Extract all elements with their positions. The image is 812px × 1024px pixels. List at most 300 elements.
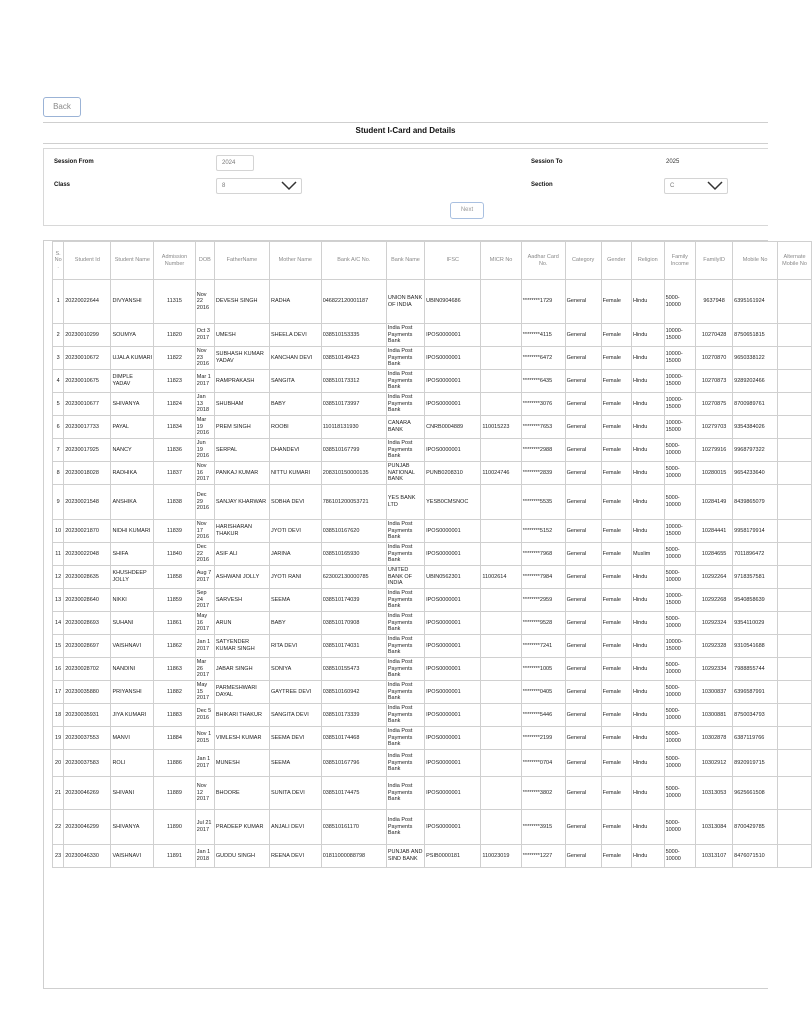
table-cell (778, 845, 812, 868)
table-cell: Female (601, 681, 631, 704)
table-cell: SEEMA (269, 589, 321, 612)
table-cell: NANCY (111, 439, 154, 462)
table-cell: General (565, 347, 601, 370)
table-cell: 23 (53, 845, 64, 868)
table-cell: Female (601, 280, 631, 324)
table-cell (778, 635, 812, 658)
table-cell: ********7984 (521, 566, 565, 589)
column-header: Student Id (64, 242, 111, 280)
table-row[interactable] (53, 635, 812, 658)
table-cell: DEVESH SINGH (214, 280, 269, 324)
table-cell: Jan 1 2018 (195, 845, 214, 868)
table-cell: Female (601, 704, 631, 727)
table-cell: 10302878 (696, 727, 733, 750)
table-cell: UMESH (214, 324, 269, 347)
table-cell: 5000-10000 (664, 810, 695, 845)
table-cell: 11862 (154, 635, 196, 658)
table-cell: 20230037583 (64, 750, 111, 777)
table-cell: IPOS0000001 (425, 750, 481, 777)
table-cell (778, 589, 812, 612)
table-row[interactable] (53, 347, 812, 370)
table-cell: 11891 (154, 845, 196, 868)
table-cell: 5000-10000 (664, 658, 695, 681)
table-cell: 5 (53, 393, 64, 416)
table-cell: BABY (269, 612, 321, 635)
table-cell: 5000-10000 (664, 612, 695, 635)
table-cell: 9 (53, 485, 64, 520)
table-cell: General (565, 681, 601, 704)
column-header: Gender (601, 242, 631, 280)
table-cell: 20230017733 (64, 416, 111, 439)
table-cell: Female (601, 370, 631, 393)
table-cell (481, 704, 521, 727)
table-cell: 110015223 (481, 416, 521, 439)
table-cell: 11858 (154, 566, 196, 589)
table-row[interactable] (53, 681, 812, 704)
table-cell: SHIVANYA (111, 810, 154, 845)
class-label: Class (54, 182, 71, 188)
table-cell: Sep 24 2017 (195, 589, 214, 612)
table-cell (481, 324, 521, 347)
table-cell: UBIN0904686 (425, 280, 481, 324)
table-cell: 16 (53, 658, 64, 681)
table-cell: 10292264 (696, 566, 733, 589)
table-cell: 10313107 (696, 845, 733, 868)
section-label: Section (531, 182, 553, 188)
table-cell: Dec 5 2016 (195, 704, 214, 727)
table-cell: Jan 1 2017 (195, 750, 214, 777)
table-header-row (53, 242, 812, 280)
table-cell (778, 439, 812, 462)
table-cell: 10000-15000 (664, 635, 695, 658)
table-cell: 17 (53, 681, 64, 704)
next-button[interactable]: Next (450, 202, 484, 219)
table-cell: IPOS0000001 (425, 777, 481, 810)
table-cell: 038510174475 (321, 777, 386, 810)
table-cell: 6396587991 (733, 681, 778, 704)
table-cell: Hindu (631, 589, 664, 612)
table-cell: ********6472 (521, 347, 565, 370)
table-cell: India Post Payments Bank (386, 347, 424, 370)
table-row[interactable] (53, 416, 812, 439)
table-cell: 5000-10000 (664, 750, 695, 777)
table-cell: ********2959 (521, 589, 565, 612)
table-cell: 9654233640 (733, 462, 778, 485)
table-cell: 10270875 (696, 393, 733, 416)
table-cell: Nov 22 2016 (195, 280, 214, 324)
table-cell: Jul 21 2017 (195, 810, 214, 845)
table-cell: 9637948 (696, 280, 733, 324)
table-cell: 10000-15000 (664, 393, 695, 416)
table-cell: 8476071510 (733, 845, 778, 868)
table-cell: General (565, 393, 601, 416)
column-header: Admission Number (154, 242, 196, 280)
table-row[interactable] (53, 324, 812, 347)
table-cell: General (565, 777, 601, 810)
table-cell: 20230021870 (64, 520, 111, 543)
table-cell: 7011896472 (733, 543, 778, 566)
table-cell: REENA DEVI (269, 845, 321, 868)
table-cell: General (565, 416, 601, 439)
table-row[interactable] (53, 750, 812, 777)
session-to-label: Session To (531, 159, 563, 165)
table-cell: General (565, 727, 601, 750)
table-cell: 786101200053721 (321, 485, 386, 520)
table-cell: Female (601, 520, 631, 543)
table-row[interactable] (53, 704, 812, 727)
table-cell: 10280015 (696, 462, 733, 485)
table-cell: SEEMA (269, 750, 321, 777)
table-cell: ********2988 (521, 439, 565, 462)
table-row[interactable] (53, 462, 812, 485)
table-cell: 10302912 (696, 750, 733, 777)
section-select[interactable] (664, 178, 728, 194)
table-cell: 110023019 (481, 845, 521, 868)
table-cell: 8 (53, 462, 64, 485)
table-cell (778, 727, 812, 750)
table-cell: Hindu (631, 520, 664, 543)
table-cell: General (565, 485, 601, 520)
table-cell: UNITED BANK OF INDIA (386, 566, 424, 589)
table-cell: Hindu (631, 727, 664, 750)
table-cell (778, 280, 812, 324)
column-header: Mother Name (269, 242, 321, 280)
table-cell: ********1729 (521, 280, 565, 324)
column-header: IFSC (425, 242, 481, 280)
table-cell: Hindu (631, 280, 664, 324)
table-cell: Hindu (631, 416, 664, 439)
table-cell: 5000-10000 (664, 439, 695, 462)
table-cell: Hindu (631, 635, 664, 658)
table-cell: 20230018028 (64, 462, 111, 485)
student-table (52, 241, 812, 868)
table-cell: JYOTI RANI (269, 566, 321, 589)
table-cell: Hindu (631, 485, 664, 520)
table-cell: 11883 (154, 704, 196, 727)
table-cell: SANGITA DEVI (269, 704, 321, 727)
table-cell: May 15 2017 (195, 681, 214, 704)
table-cell: Jan 1 2017 (195, 635, 214, 658)
table-cell: 11863 (154, 658, 196, 681)
table-cell: Female (601, 462, 631, 485)
table-cell: 038510165930 (321, 543, 386, 566)
table-cell: Female (601, 727, 631, 750)
table-cell: 20230035880 (64, 681, 111, 704)
table-cell: 10292268 (696, 589, 733, 612)
table-cell: Dec 22 2016 (195, 543, 214, 566)
table-cell: 7 (53, 439, 64, 462)
table-cell: 5000-10000 (664, 681, 695, 704)
table-cell: SERPAL (214, 439, 269, 462)
table-cell: PRADEEP KUMAR (214, 810, 269, 845)
table-cell: JARINA (269, 543, 321, 566)
table-cell: SARVESH (214, 589, 269, 612)
table-cell: 11889 (154, 777, 196, 810)
table-cell: ASIF ALI (214, 543, 269, 566)
class-row (44, 176, 769, 198)
table-cell: 11859 (154, 589, 196, 612)
table-cell (778, 416, 812, 439)
filter-form (43, 148, 768, 226)
table-cell: 11884 (154, 727, 196, 750)
table-cell: NANDINI (111, 658, 154, 681)
table-cell: IPOS0000001 (425, 347, 481, 370)
table-cell: 20230046269 (64, 777, 111, 810)
table-cell: 8750034793 (733, 704, 778, 727)
table-cell: JABAR SINGH (214, 658, 269, 681)
table-cell: 11823 (154, 370, 196, 393)
table-cell: JIYA KUMARI (111, 704, 154, 727)
table-cell: India Post Payments Bank (386, 520, 424, 543)
table-cell: ********5152 (521, 520, 565, 543)
table-row[interactable] (53, 280, 812, 324)
table-cell: 10300881 (696, 704, 733, 727)
table-cell: 20230046299 (64, 810, 111, 845)
table-row[interactable] (53, 612, 812, 635)
table-cell: India Post Payments Bank (386, 727, 424, 750)
table-cell: KANCHAN DEVI (269, 347, 321, 370)
table-cell: IPOS0000001 (425, 635, 481, 658)
table-cell: 038510167620 (321, 520, 386, 543)
table-cell: RADHIKA (111, 462, 154, 485)
table-cell: 20230022048 (64, 543, 111, 566)
column-header: FatherName (214, 242, 269, 280)
column-header: FamilyID (696, 242, 733, 280)
table-cell: 10284655 (696, 543, 733, 566)
table-cell: Female (601, 393, 631, 416)
table-cell: 20230028697 (64, 635, 111, 658)
table-cell: ********0704 (521, 750, 565, 777)
table-cell (778, 612, 812, 635)
table-cell (778, 393, 812, 416)
table-cell (481, 280, 521, 324)
table-cell: SUNITA DEVI (269, 777, 321, 810)
table-cell: 6387119766 (733, 727, 778, 750)
table-cell: 038510173312 (321, 370, 386, 393)
table-row[interactable] (53, 658, 812, 681)
table-cell (481, 727, 521, 750)
table-cell: 19 (53, 727, 64, 750)
column-header: Family Income (664, 242, 695, 280)
table-cell: CNRB0004889 (425, 416, 481, 439)
column-header: Category (565, 242, 601, 280)
table-cell (778, 704, 812, 727)
table-cell: 038510167796 (321, 750, 386, 777)
table-cell: Hindu (631, 704, 664, 727)
table-cell: 6395161924 (733, 280, 778, 324)
table-cell: SUHANI (111, 612, 154, 635)
table-cell: ********5535 (521, 485, 565, 520)
table-cell: 11840 (154, 543, 196, 566)
table-cell (481, 347, 521, 370)
table-cell: SANGITA (269, 370, 321, 393)
horizontal-scrollbar[interactable] (43, 988, 768, 989)
table-cell: SHIVANI (111, 777, 154, 810)
table-cell: 15 (53, 635, 64, 658)
table-cell (481, 681, 521, 704)
table-row[interactable] (53, 543, 812, 566)
table-cell: UJALA KUMARI (111, 347, 154, 370)
table-cell: 11890 (154, 810, 196, 845)
table-cell: 10000-15000 (664, 347, 695, 370)
table-cell: SATYENDER KUMAR SINGH (214, 635, 269, 658)
table-cell: 11837 (154, 462, 196, 485)
table-cell: 5000-10000 (664, 704, 695, 727)
table-cell: Female (601, 810, 631, 845)
table-cell: 9968797322 (733, 439, 778, 462)
table-cell: Female (601, 439, 631, 462)
table-cell: ANJALI DEVI (269, 810, 321, 845)
table-cell: 9540858639 (733, 589, 778, 612)
table-cell: 110024746 (481, 462, 521, 485)
class-select[interactable] (216, 178, 302, 194)
table-cell: 13 (53, 589, 64, 612)
page-title: Student I-Card and Details (355, 126, 456, 135)
table-cell: Nov 23 2016 (195, 347, 214, 370)
table-cell: SHEELA DEVI (269, 324, 321, 347)
table-cell: General (565, 612, 601, 635)
back-button[interactable]: Back (43, 97, 81, 117)
table-cell: 10292328 (696, 635, 733, 658)
table-row[interactable] (53, 566, 812, 589)
table-cell: DIMPLE YADAV (111, 370, 154, 393)
table-cell: 9718357581 (733, 566, 778, 589)
divider (43, 122, 768, 123)
table-cell: 10279916 (696, 439, 733, 462)
table-row[interactable] (53, 810, 812, 845)
table-cell (778, 520, 812, 543)
table-cell: DHANDEVI (269, 439, 321, 462)
table-cell: 10284441 (696, 520, 733, 543)
table-cell: 10300837 (696, 681, 733, 704)
table-cell (481, 543, 521, 566)
table-cell (778, 543, 812, 566)
table-row[interactable] (53, 845, 812, 868)
table-cell: 20230010677 (64, 393, 111, 416)
table-row[interactable] (53, 727, 812, 750)
divider (43, 143, 768, 144)
table-cell: 11822 (154, 347, 196, 370)
table-cell: ********1005 (521, 658, 565, 681)
table-cell: RADHA (269, 280, 321, 324)
table-cell: IPOS0000001 (425, 324, 481, 347)
table-cell: ANSHIKA (111, 485, 154, 520)
table-cell: 5000-10000 (664, 280, 695, 324)
session-from-input[interactable]: 2024 (216, 155, 254, 171)
table-cell: 20230035931 (64, 704, 111, 727)
table-cell: JYOTI DEVI (269, 520, 321, 543)
table-cell: Female (601, 658, 631, 681)
table-cell: 11315 (154, 280, 196, 324)
table-cell: 5000-10000 (664, 727, 695, 750)
table-cell: 20230028702 (64, 658, 111, 681)
table-cell: Hindu (631, 658, 664, 681)
table-cell: 20230010675 (64, 370, 111, 393)
table-cell: Female (601, 543, 631, 566)
table-row[interactable] (53, 370, 812, 393)
table-cell: PARMESHWARI DAYAL (214, 681, 269, 704)
column-header: S. No. (53, 242, 64, 280)
table-cell: SONIYA (269, 658, 321, 681)
table-cell: India Post Payments Bank (386, 658, 424, 681)
table-cell (778, 324, 812, 347)
table-cell: 20230021548 (64, 485, 111, 520)
table-cell: Female (601, 612, 631, 635)
table-cell: 10279703 (696, 416, 733, 439)
table-cell: Jan 13 2018 (195, 393, 214, 416)
table-row[interactable] (53, 520, 812, 543)
table-cell: 12 (53, 566, 64, 589)
table-cell: RITA DEVI (269, 635, 321, 658)
chevron-down-icon (281, 181, 297, 191)
table-cell: 038510173997 (321, 393, 386, 416)
table-cell: 9354384026 (733, 416, 778, 439)
table-cell: 20230028693 (64, 612, 111, 635)
table-row[interactable] (53, 777, 812, 810)
table-cell: 8750651815 (733, 324, 778, 347)
table-cell: ********6435 (521, 370, 565, 393)
table-cell: 5000-10000 (664, 462, 695, 485)
table-cell: General (565, 845, 601, 868)
table-cell: IPOS0000001 (425, 543, 481, 566)
table-cell: IPOS0000001 (425, 681, 481, 704)
table-cell: General (565, 704, 601, 727)
table-cell (481, 750, 521, 777)
table-row[interactable] (53, 589, 812, 612)
table-cell: SOBHA DEVI (269, 485, 321, 520)
table-cell: Hindu (631, 750, 664, 777)
table-cell: 11 (53, 543, 64, 566)
student-table-container[interactable] (43, 240, 807, 988)
table-row[interactable] (53, 485, 812, 520)
table-row[interactable] (53, 439, 812, 462)
table-cell: 10313084 (696, 810, 733, 845)
table-cell: 10270428 (696, 324, 733, 347)
table-cell: Hindu (631, 347, 664, 370)
table-cell: GUDDU SINGH (214, 845, 269, 868)
table-cell: IPOS0000001 (425, 612, 481, 635)
table-cell: 11839 (154, 520, 196, 543)
table-cell: 11002614 (481, 566, 521, 589)
table-cell: 21 (53, 777, 64, 810)
table-cell: ROLI (111, 750, 154, 777)
table-row[interactable] (53, 393, 812, 416)
table-cell: 10 (53, 520, 64, 543)
table-cell: VAISHNAVI (111, 845, 154, 868)
table-cell: Female (601, 416, 631, 439)
table-cell: 5000-10000 (664, 485, 695, 520)
column-header: Alternate Mobile No (778, 242, 812, 280)
table-cell (778, 810, 812, 845)
table-cell: General (565, 520, 601, 543)
table-cell: India Post Payments Bank (386, 635, 424, 658)
table-cell: India Post Payments Bank (386, 324, 424, 347)
table-cell: Nov 16 2017 (195, 462, 214, 485)
table-cell (481, 612, 521, 635)
table-cell: Female (601, 845, 631, 868)
table-cell: 11882 (154, 681, 196, 704)
table-cell: IPOS0000001 (425, 810, 481, 845)
table-cell: Hindu (631, 845, 664, 868)
table-cell: ********2199 (521, 727, 565, 750)
table-cell: 11834 (154, 416, 196, 439)
session-row (44, 153, 769, 175)
table-cell: IPOS0000001 (425, 658, 481, 681)
table-cell: 7988855744 (733, 658, 778, 681)
table-cell: DIVYANSHI (111, 280, 154, 324)
column-header: DOB (195, 242, 214, 280)
table-cell: ARUN (214, 612, 269, 635)
